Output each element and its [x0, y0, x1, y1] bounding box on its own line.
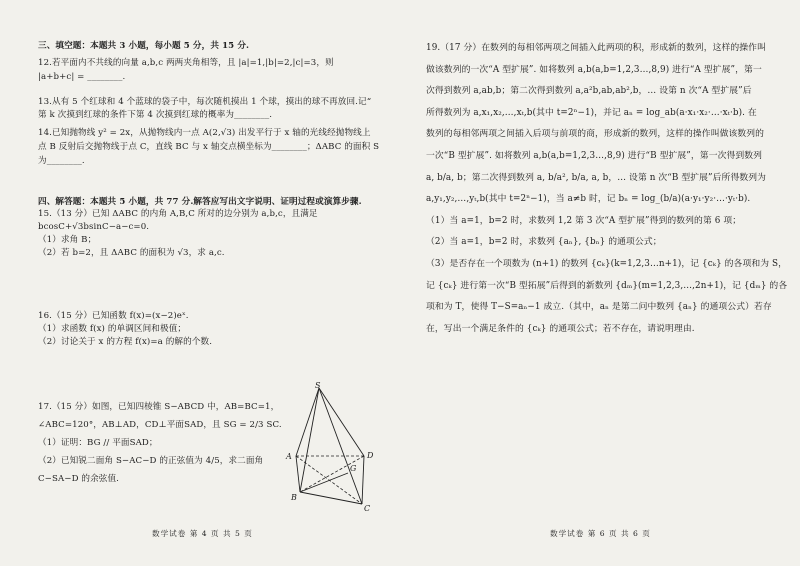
q19-line-3: 次得到数列 a,ab,b；第二次得到数列 a,a²b,ab,ab²,b，… 设第 n 次“A 型扩展”后: [426, 86, 752, 97]
q19-line-7: a, b/a, b；第二次得到数列 a, b/a², b/a, a, b，… 设第 n 次“B 型扩展”后所得数列为: [426, 172, 767, 183]
q14-line-3: 为________.: [38, 156, 85, 166]
question-19: [426, 38, 787, 340]
edge-BC: [300, 492, 362, 504]
pyramid-figure: [282, 380, 382, 516]
q15-line-4: （2）若 b=2，且 ΔABC 的面积为 √3，求 a,c.: [38, 248, 225, 258]
label-D: D: [367, 451, 374, 460]
q16-line-1: 16.（15 分）已知函数 f(x)=(x−2)eˣ.: [38, 311, 189, 321]
edge-AB: [296, 456, 300, 492]
q19-line-13: 项和为 T，使得 T−S=aₙ−1 成立.（其中，aₙ 是第二问中数列 {aₙ} 的通项公式）若存: [426, 302, 772, 313]
q14-line-1: 14.已知抛物线 y² = 2x，从抛物线内一点 A(2,√3) 出发平行于 x 轴的光线经抛物线上: [38, 128, 371, 138]
q16-line-3: （2）讨论关于 x 的方程 f(x)=a 的解的个数.: [38, 337, 213, 347]
label-A: A: [286, 452, 292, 461]
q17-line-5: C−SA−D 的余弦值.: [38, 474, 119, 484]
diagonal-BD: [300, 456, 364, 492]
q19-line-2: 做该数列的一次“A 型扩展”. 如将数列 a,b(a,b=1,2,3…,8,9) 进行“A 型扩展”，第一: [426, 64, 762, 75]
edge-SA: [296, 388, 319, 456]
q19-line-12: 记 {cₖ} 进行第一次“B 型拓展”后得到的新数列 {dₘ}(m=1,2,3,…,2n+1)，记 {dₘ} 的各: [426, 280, 788, 291]
question-12: [38, 56, 334, 84]
q17-line-3: （1）证明：BG // 平面SAD；: [38, 438, 158, 448]
q19-line-6: 一次“B 型扩展”. 如将数列 a,b(a,b=1,2,3…,8,9) 进行“B 型扩展”，第一次得到数列: [426, 150, 763, 161]
edge-CD: [362, 456, 364, 504]
question-17: [38, 398, 282, 488]
q19-line-4: 所得数列为 a,x₁,x₂,…,xₜ,b(其中 t=2ⁿ−1)，并记 aₙ = log_ab(a·x₁·x₂·…·xₜ·b). 在: [426, 107, 757, 118]
q13-line-2: 第 k 次摸到红球的条件下第 4 次摸到红球的概率为________.: [38, 110, 273, 120]
right-page-footer: 数学试卷 第 6 页 共 6 页: [550, 529, 651, 538]
q19-line-14: 在，写出一个满足条件的 {cₖ} 的通项公式；若不存在，请说明理由.: [426, 323, 695, 334]
question-14: [38, 126, 379, 168]
label-G: G: [350, 464, 357, 473]
edge-SD: [319, 388, 364, 456]
q19-line-5: 数列的每相邻两项之间插入后项与前项的商，形成新的数列，这样的操作叫做该数列的: [426, 129, 765, 140]
right-page: [400, 0, 800, 566]
q19-line-10: （2）当 a=1，b=2 时，求数列 {aₙ}, {bₙ} 的通项公式；: [426, 237, 662, 248]
q14-line-2: 点 B 反射后交抛物线于点 C，直线 BC 与 x 轴交点横坐标为________；ΔABC 的面积 S: [38, 142, 380, 152]
left-page-footer: 数学试卷 第 4 页 共 5 页: [152, 529, 253, 538]
label-S: S: [315, 381, 321, 390]
q17-line-4: （2）已知锐二面角 S−AC−D 的正弦值为 4/5，求二面角: [38, 456, 264, 466]
q13-line-1: 13.从有 5 个红球和 4 个蓝球的袋子中，每次随机摸出 1 个球，摸出的球不再放回.记“: [38, 97, 372, 107]
q12-line-2: |a+b+c| = ________.: [38, 72, 126, 82]
section4-heading: 四、解答题：本题共 5 小题，共 77 分.解答应写出文字说明、证明过程或演算步骤.: [38, 197, 362, 207]
q19-line-1: 19.（17 分）在数列的每相邻两项之间插入此两项的积，形成新的数列，这样的操作叫: [426, 43, 766, 53]
q17-line-2: ∠ABC=120°，AB⊥AD，CD⊥平面SAD，且 SG = 2/3 SC.: [38, 420, 282, 430]
edge-SB: [300, 388, 319, 492]
question-15: [38, 208, 318, 260]
label-B: B: [291, 493, 297, 502]
q12-line-1: 12.若平面内不共线的向量 a,b,c 两两夹角相等，且 |a|=1,|b|=2,|c|=3，则: [38, 58, 334, 68]
q15-line-1: 15.（13 分）已知 ΔABC 的内角 A,B,C 所对的边分别为 a,b,c，且满足: [38, 209, 318, 219]
section3-heading: 三、填空题：本题共 3 小题，每小题 5 分，共 15 分.: [38, 41, 250, 51]
label-C: C: [364, 504, 371, 513]
question-13: [38, 96, 371, 122]
q19-line-8: a,y₁,y₂,…,yₜ,b(其中 t=2ⁿ−1)，当 a≠b 时，记 bₙ = log_(b/a)(a·y₁·y₂·…·yₜ·b).: [426, 194, 751, 205]
question-16: [38, 310, 212, 349]
segment-BG: [300, 473, 348, 492]
q15-line-2: bcosC+√3bsinC−a−c=0.: [38, 222, 150, 232]
q16-line-2: （1）求函数 f(x) 的单调区间和极值；: [38, 324, 187, 334]
q17-line-1: 17.（15 分）如图，已知四棱锥 S−ABCD 中，AB=BC=1，: [38, 402, 280, 412]
edge-SC: [319, 388, 362, 504]
q19-line-9: （1）当 a=1，b=2 时，求数列 1,2 第 3 次“A 型扩展”得到的数列的第 6 项；: [426, 215, 742, 226]
q15-line-3: （1）求角 B；: [38, 235, 97, 245]
q19-line-11: （3）是否存在一个项数为 (n+1) 的数列 {cₖ}(k=1,2,3…n+1)，记 {cₖ} 的各项和为 S，: [426, 258, 788, 269]
